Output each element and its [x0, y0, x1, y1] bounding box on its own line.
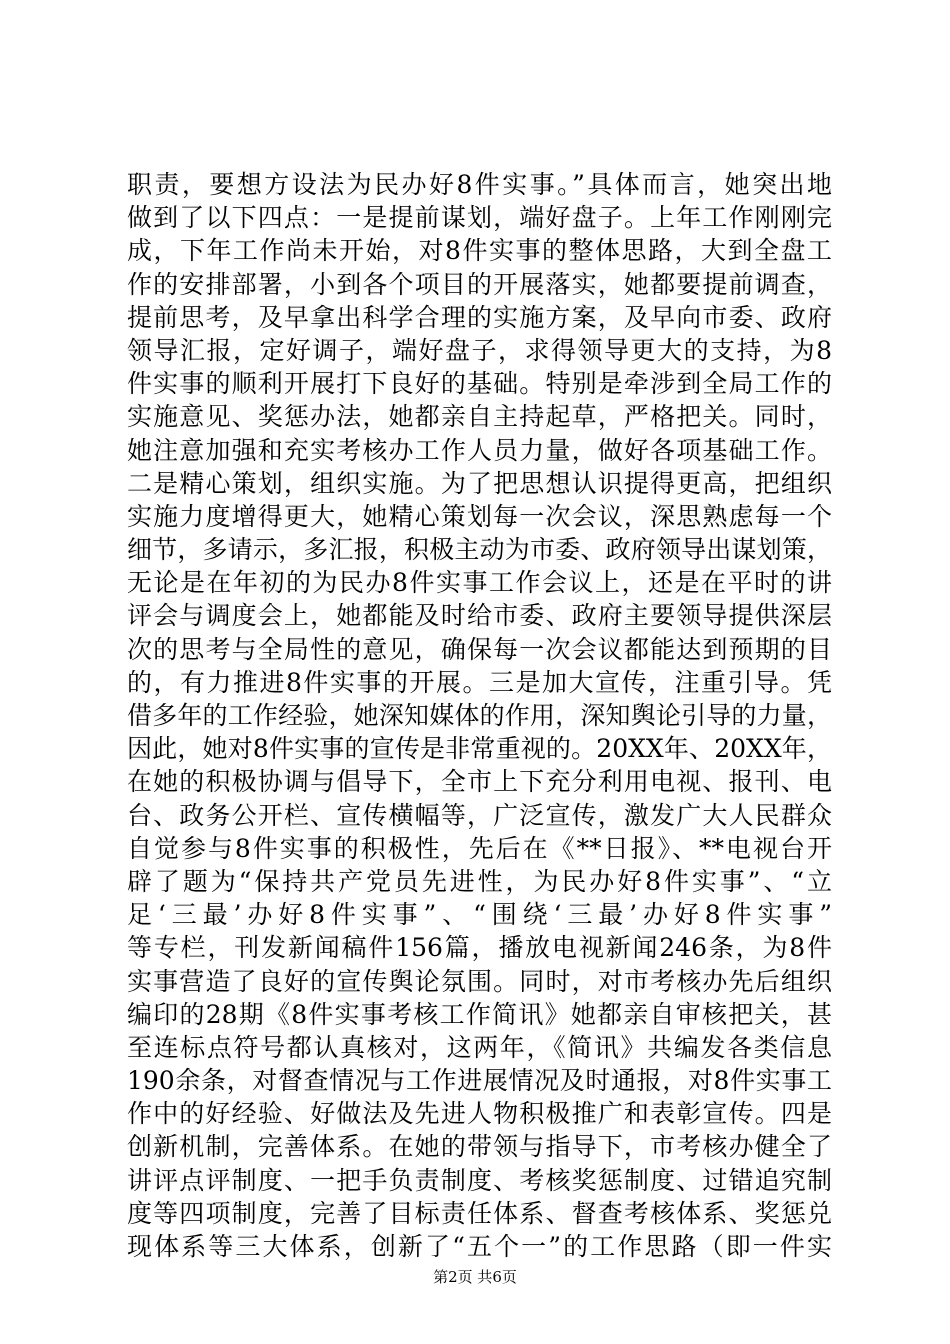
text-line: 作中的好经验、好做法及先进人物积极推广和表彰宣传。四是 [127, 1099, 832, 1129]
text-line: 190余条，对督查情况与工作进展情况及时通报，对8件实事工 [127, 1066, 832, 1096]
page-footer: 第2页 共6页 [433, 1268, 517, 1286]
text-line: 件实事的顺利开展打下良好的基础。特别是牵涉到全局工作的 [127, 369, 832, 399]
text-line: 提前思考，及早拿出科学合理的实施方案，及早向市委、政府 [127, 302, 832, 332]
text-line: 现体系等三大体系，创新了“五个一”的工作思路（即一件实 [127, 1232, 832, 1261]
text-line: 编印的28期《8件实事考核工作简讯》她都亲自审核把关，甚 [127, 999, 832, 1029]
text-line: 度等四项制度，完善了目标责任体系、督查考核体系、奖惩兑 [127, 1198, 832, 1228]
text-line: 自觉参与8件实事的积极性，先后在《**日报》、**电视台开 [127, 833, 832, 863]
text-line: 足‘三最’办好8件实事”、“围绕‘三最’办好8件实事” [127, 900, 832, 930]
text-line: 评会与调度会上，她都能及时给市委、政府主要领导提供深层 [127, 601, 832, 631]
text-line: 实事营造了良好的宣传舆论氛围。同时，对市考核办先后组织 [127, 966, 832, 996]
text-line: 做到了以下四点：一是提前谋划，端好盘子。上年工作刚刚完 [127, 203, 832, 233]
body-paragraph [127, 168, 832, 1263]
text-line: 辟了题为“保持共产党员先进性，为民办好8件实事”、“立 [127, 866, 832, 896]
text-line: 领导汇报，定好调子，端好盘子，求得领导更大的支持，为8 [127, 335, 832, 365]
text-line: 的，有力推进8件实事的开展。三是加大宣传，注重引导。凭 [127, 667, 832, 697]
text-line: 作的安排部署，小到各个项目的开展落实，她都要提前调查， [127, 269, 832, 299]
text-line: 借多年的工作经验，她深知媒体的作用，深知舆论引导的力量， [127, 701, 832, 730]
text-line: 成，下年工作尚未开始，对8件实事的整体思路，大到全盘工 [127, 236, 832, 266]
text-line: 至连标点符号都认真核对，这两年，《简讯》共编发各类信息 [127, 1032, 832, 1062]
text-line: 实施力度增得更大，她精心策划每一次会议，深思熟虑每一个 [127, 501, 832, 531]
text-line: 她注意加强和充实考核办工作人员力量，做好各项基础工作。 [127, 435, 832, 465]
text-line: 在她的积极协调与倡导下，全市上下充分利用电视、报刊、电 [127, 767, 832, 797]
text-line: 实施意见、奖惩办法，她都亲自主持起草，严格把关。同时， [127, 402, 832, 432]
text-line: 创新机制，完善体系。在她的带领与指导下，市考核办健全了 [127, 1132, 832, 1162]
text-line: 台、政务公开栏、宣传横幅等，广泛宣传，激发广大人民群众 [127, 800, 832, 830]
text-line: 因此，她对8件实事的宣传是非常重视的。20XX年、20XX年， [127, 734, 832, 764]
text-line: 无论是在年初的为民办8件实事工作会议上，还是在平时的讲 [127, 568, 832, 598]
text-line: 次的思考与全局性的意见，确保每一次会议都能达到预期的目 [127, 634, 832, 664]
text-line: 讲评点评制度、一把手负责制度、考核奖惩制度、过错追究制 [127, 1165, 832, 1195]
text-line: 二是精心策划，组织实施。为了把思想认识提得更高，把组织 [127, 468, 832, 498]
text-line: 等专栏，刊发新闻稿件156篇，播放电视新闻246条，为8件 [127, 933, 832, 963]
text-line: 职责，要想方设法为民办好8件实事。”具体而言，她突出地 [127, 170, 832, 199]
text-line: 细节，多请示，多汇报，积极主动为市委、政府领导出谋划策， [127, 535, 832, 565]
